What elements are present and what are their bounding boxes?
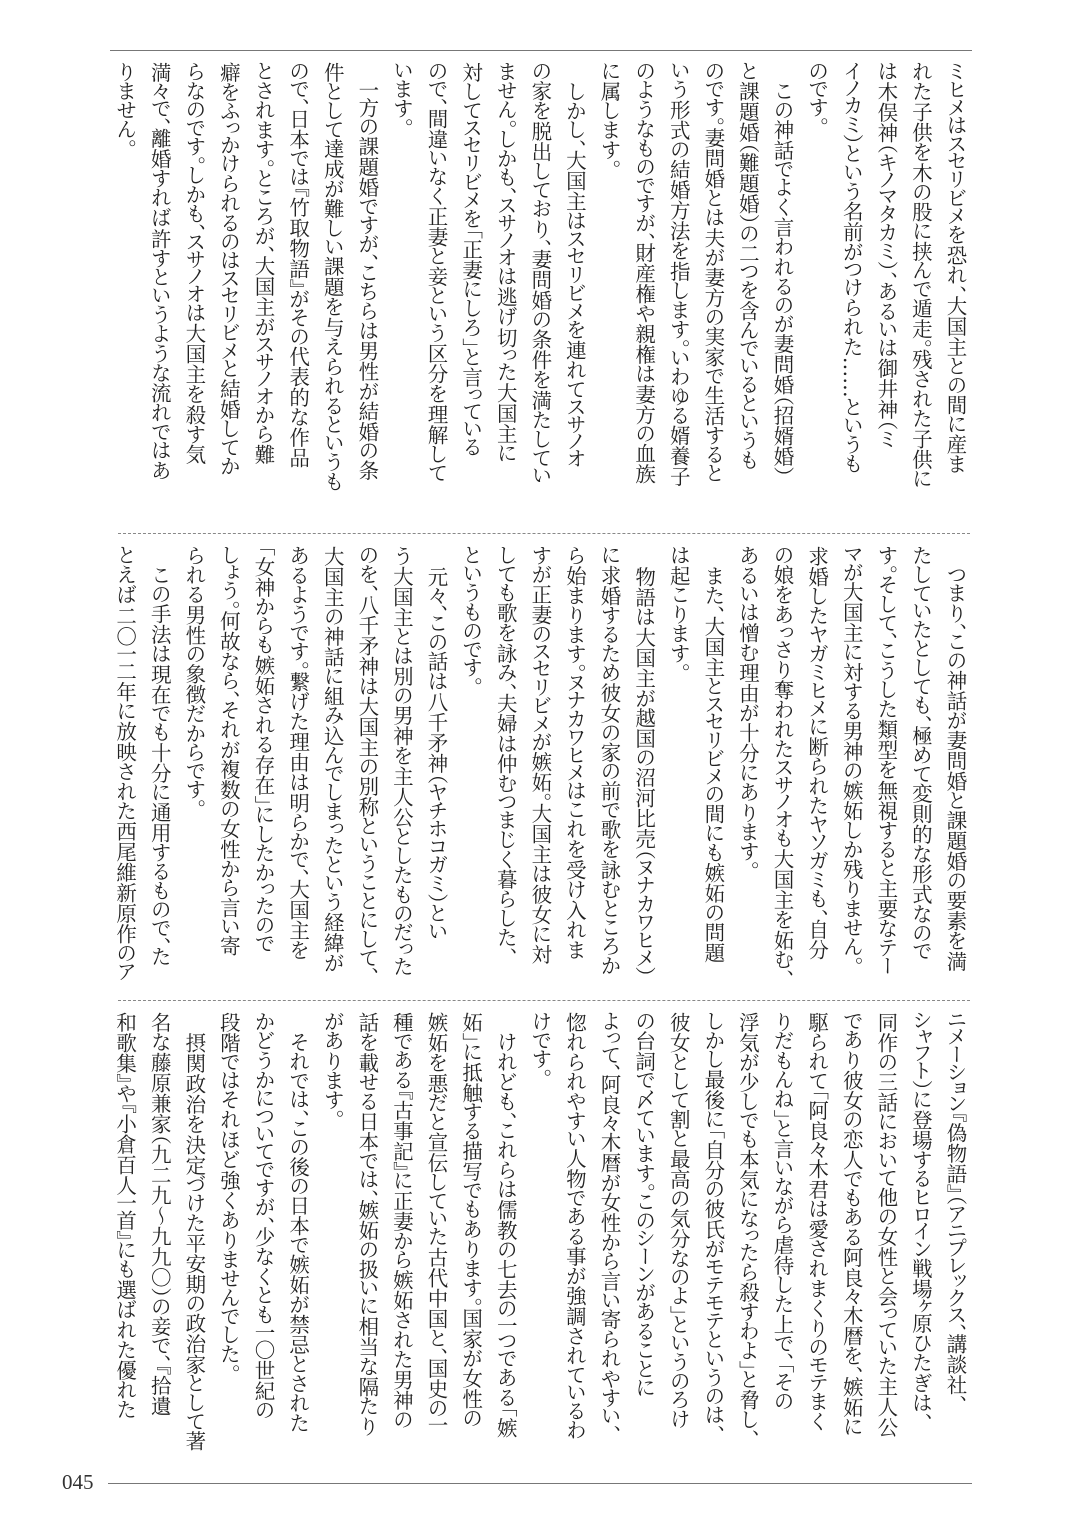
text-column: は起こります。: [666, 546, 691, 673]
text-column: 彼女として割と最高の気分なのよ」というのろけ: [666, 1012, 691, 1430]
text-column: 大国主の神話に組み込んでしまったという経緯が: [320, 546, 345, 973]
text-column: 嫉妬を悪だと宣伝していた古代中国と、国史の一: [424, 1012, 448, 1433]
text-column: のです。妻問婚とは夫が妻方の実家で生活すると: [700, 62, 725, 483]
text-column: けです。: [527, 1012, 552, 1079]
text-column: この手法は現在でも十分に通用するもので、た: [147, 546, 172, 967]
text-column: しかし、大国主はスセリビメを連れてスサノオ: [562, 62, 587, 469]
text-column: また、大国主とスセリビメの間にも嫉妬の問題: [700, 546, 725, 963]
text-column: すが正妻のスセリビメが嫉妬。大国主は彼女に対: [527, 546, 552, 965]
text-column: であり彼女の恋人でもある阿良々木暦を、嫉妬に: [839, 1012, 864, 1437]
text-column: 癖をふっかけられるのはスセリビメと結婚してか: [216, 62, 241, 476]
text-column: と課題婚（難題婚）の二つを含んでいるというも: [735, 62, 760, 471]
page-number: 045: [62, 1470, 94, 1494]
tier-divider: [118, 533, 970, 534]
text-column: います。: [389, 62, 414, 129]
text-column: 物語は大国主が越国の沼河比売（ヌナカワヒメ）: [631, 546, 656, 977]
text-column: ら始まります。ヌナカワヒメはこれを受け入れま: [562, 546, 587, 960]
text-column: しかし最後に「自分の彼氏がモテモテというのは、: [700, 1012, 725, 1436]
text-column: けれども、これらは儒教の七去の一つである「嫉: [493, 1012, 518, 1438]
text-column: れた子供を木の股に挟んで遁走。残された子供に: [908, 62, 933, 489]
text-column: 「女神からも嫉妬される存在」にしたかったので: [251, 546, 275, 953]
text-column: かどうかについてですが、少なくとも一〇世紀の: [251, 1012, 275, 1420]
text-column: しても歌を詠み、夫婦は仲むつまじく暮らした、: [493, 546, 518, 958]
text-column: 和歌集』や『小倉百人一首』にも選ばれた優れた: [112, 1012, 137, 1420]
text-column: つまり、この神話が妻問婚と課題婚の要素を満: [943, 546, 967, 972]
text-column: ません。しかも、スサノオは逃げ切った大国主に: [493, 62, 518, 463]
text-column: 求婚したヤガミヒメに断られたヤソガミも、自分: [804, 546, 829, 961]
text-column: とえば二〇一二年に放映された西尾維新原作のア: [112, 546, 137, 981]
text-column: のです。: [804, 62, 829, 128]
text-column: のを、八千矛神は大国主の別称ということにして、: [354, 546, 379, 978]
text-column: う大国主とは別の男神を主人公としたものだった: [389, 546, 414, 977]
bottom-rule: [108, 1483, 972, 1484]
text-column: ニメーション『偽物語』（アニプレックス、講談社、: [943, 1012, 967, 1406]
text-column: いう形式の結婚方法を指します。いわゆる婿養子: [666, 62, 691, 487]
text-column: よって、阿良々木暦が女性から言い寄られやすい、: [597, 1012, 621, 1436]
text-column: ので、日本では『竹取物語』がその代表的な作品: [285, 62, 310, 468]
text-column: 段階ではそれほど強くありませんでした。: [216, 1012, 241, 1375]
text-column: 件として達成が難しい課題を与えられるというも: [320, 62, 345, 492]
text-tier-bottom: [106, 1012, 972, 1482]
text-column: に求婚するため彼女の家の前で歌を詠むところか: [597, 546, 621, 975]
text-column: は木俣神（キノマタカミ）、あるいは御井神（ミ: [873, 62, 898, 449]
text-column: マが大国主に対する男神の嫉妬しか残りません。: [839, 546, 864, 967]
text-column: 妬」に抵触する描写でもあります。国家が女性の: [458, 1012, 483, 1428]
text-column: に属します。: [597, 62, 621, 170]
text-column: の娘をあっさり奪われたスサノオも大国主を妬む、: [770, 546, 794, 980]
text-column: 惚れられやすい人物である事が強調されているわ: [562, 1012, 587, 1441]
text-column: 同作の三話において他の女性と会っていた主人公: [873, 1012, 898, 1438]
text-column: 話を載せる日本では、嫉妬の扱いに相当な隔たり: [354, 1012, 379, 1436]
text-column: 元々、この話は八千矛神（ヤチホコガミ）とい: [424, 546, 448, 941]
text-column: 一方の課題婚ですが、こちらは男性が結婚の条: [354, 62, 379, 481]
text-column: あるようです。繋げた理由は明らかで、大国主を: [285, 546, 310, 961]
text-column: 駆られて「阿良々木君は愛されまくりのモテまく: [804, 1012, 829, 1432]
text-column: の家を脱出しており、妻問婚の条件を満たしてい: [527, 62, 552, 485]
text-column: りだもんね」と言いながら虐待した上で、「その: [770, 1012, 794, 1411]
text-column: それでは、この後の日本で嫉妬が禁忌とされた: [285, 1012, 310, 1434]
text-column: 満々で、離婚すれば許すというような流れではあ: [147, 62, 172, 481]
text-column: のようなものですが、財産権や親権は妻方の血族: [631, 62, 656, 485]
text-column: あるいは憎む理由が十分にあります。: [735, 546, 760, 872]
text-column: たしていたとしても、極めて変則的な形式なので: [908, 546, 933, 961]
top-rule: [110, 50, 972, 51]
text-column: ミヒメはスセリビメを恐れ、大国主との間に産ま: [943, 62, 967, 474]
text-column: 浮気が少しでも本気になったら殺すわよ」と脅し、: [735, 1012, 760, 1440]
text-column: シャフト）に登場するヒロイン戦場ヶ原ひたぎは、: [908, 1012, 933, 1424]
text-column: られる男性の象徴だからです。: [181, 546, 206, 810]
text-tier-top: [106, 62, 972, 532]
text-column: の台詞で〆ています。このシーンがあることに: [631, 1012, 656, 1398]
text-column: りません。: [112, 62, 137, 150]
text-column: があります。: [320, 1012, 345, 1120]
tier-divider: [118, 1000, 970, 1001]
text-column: イノカミ）という名前がつけられた……というも: [839, 62, 864, 474]
text-column: というものです。: [458, 546, 483, 688]
text-column: す。そして、こうした類型を無視すると主要なテー: [873, 546, 898, 976]
text-column: らなのです。しかも、スサノオは大国主を殺す気: [181, 62, 206, 465]
text-column: 摂関政治を決定づけた平安期の政治家として著: [181, 1012, 206, 1451]
text-column: 名な藤原兼家（九二九～九九〇）の妾で、『拾遺: [147, 1012, 172, 1416]
text-column: 対してスセリビメを「正妻にしろ」と言っている: [458, 62, 483, 457]
text-column: この神話でよく言われるのが妻問婚（招婿婚）: [770, 62, 794, 477]
text-tier-middle: [106, 546, 972, 1006]
text-column: 種である『古事記』に正妻から嫉妬された男神の: [389, 1012, 414, 1429]
text-column: とされます。ところが、大国主がスサノオから難: [251, 62, 275, 465]
text-column: しょう。何故なら、それが複数の女性から言い寄: [216, 546, 241, 956]
text-column: ので、間違いなく正妻と妾という区分を理解して: [424, 62, 448, 483]
